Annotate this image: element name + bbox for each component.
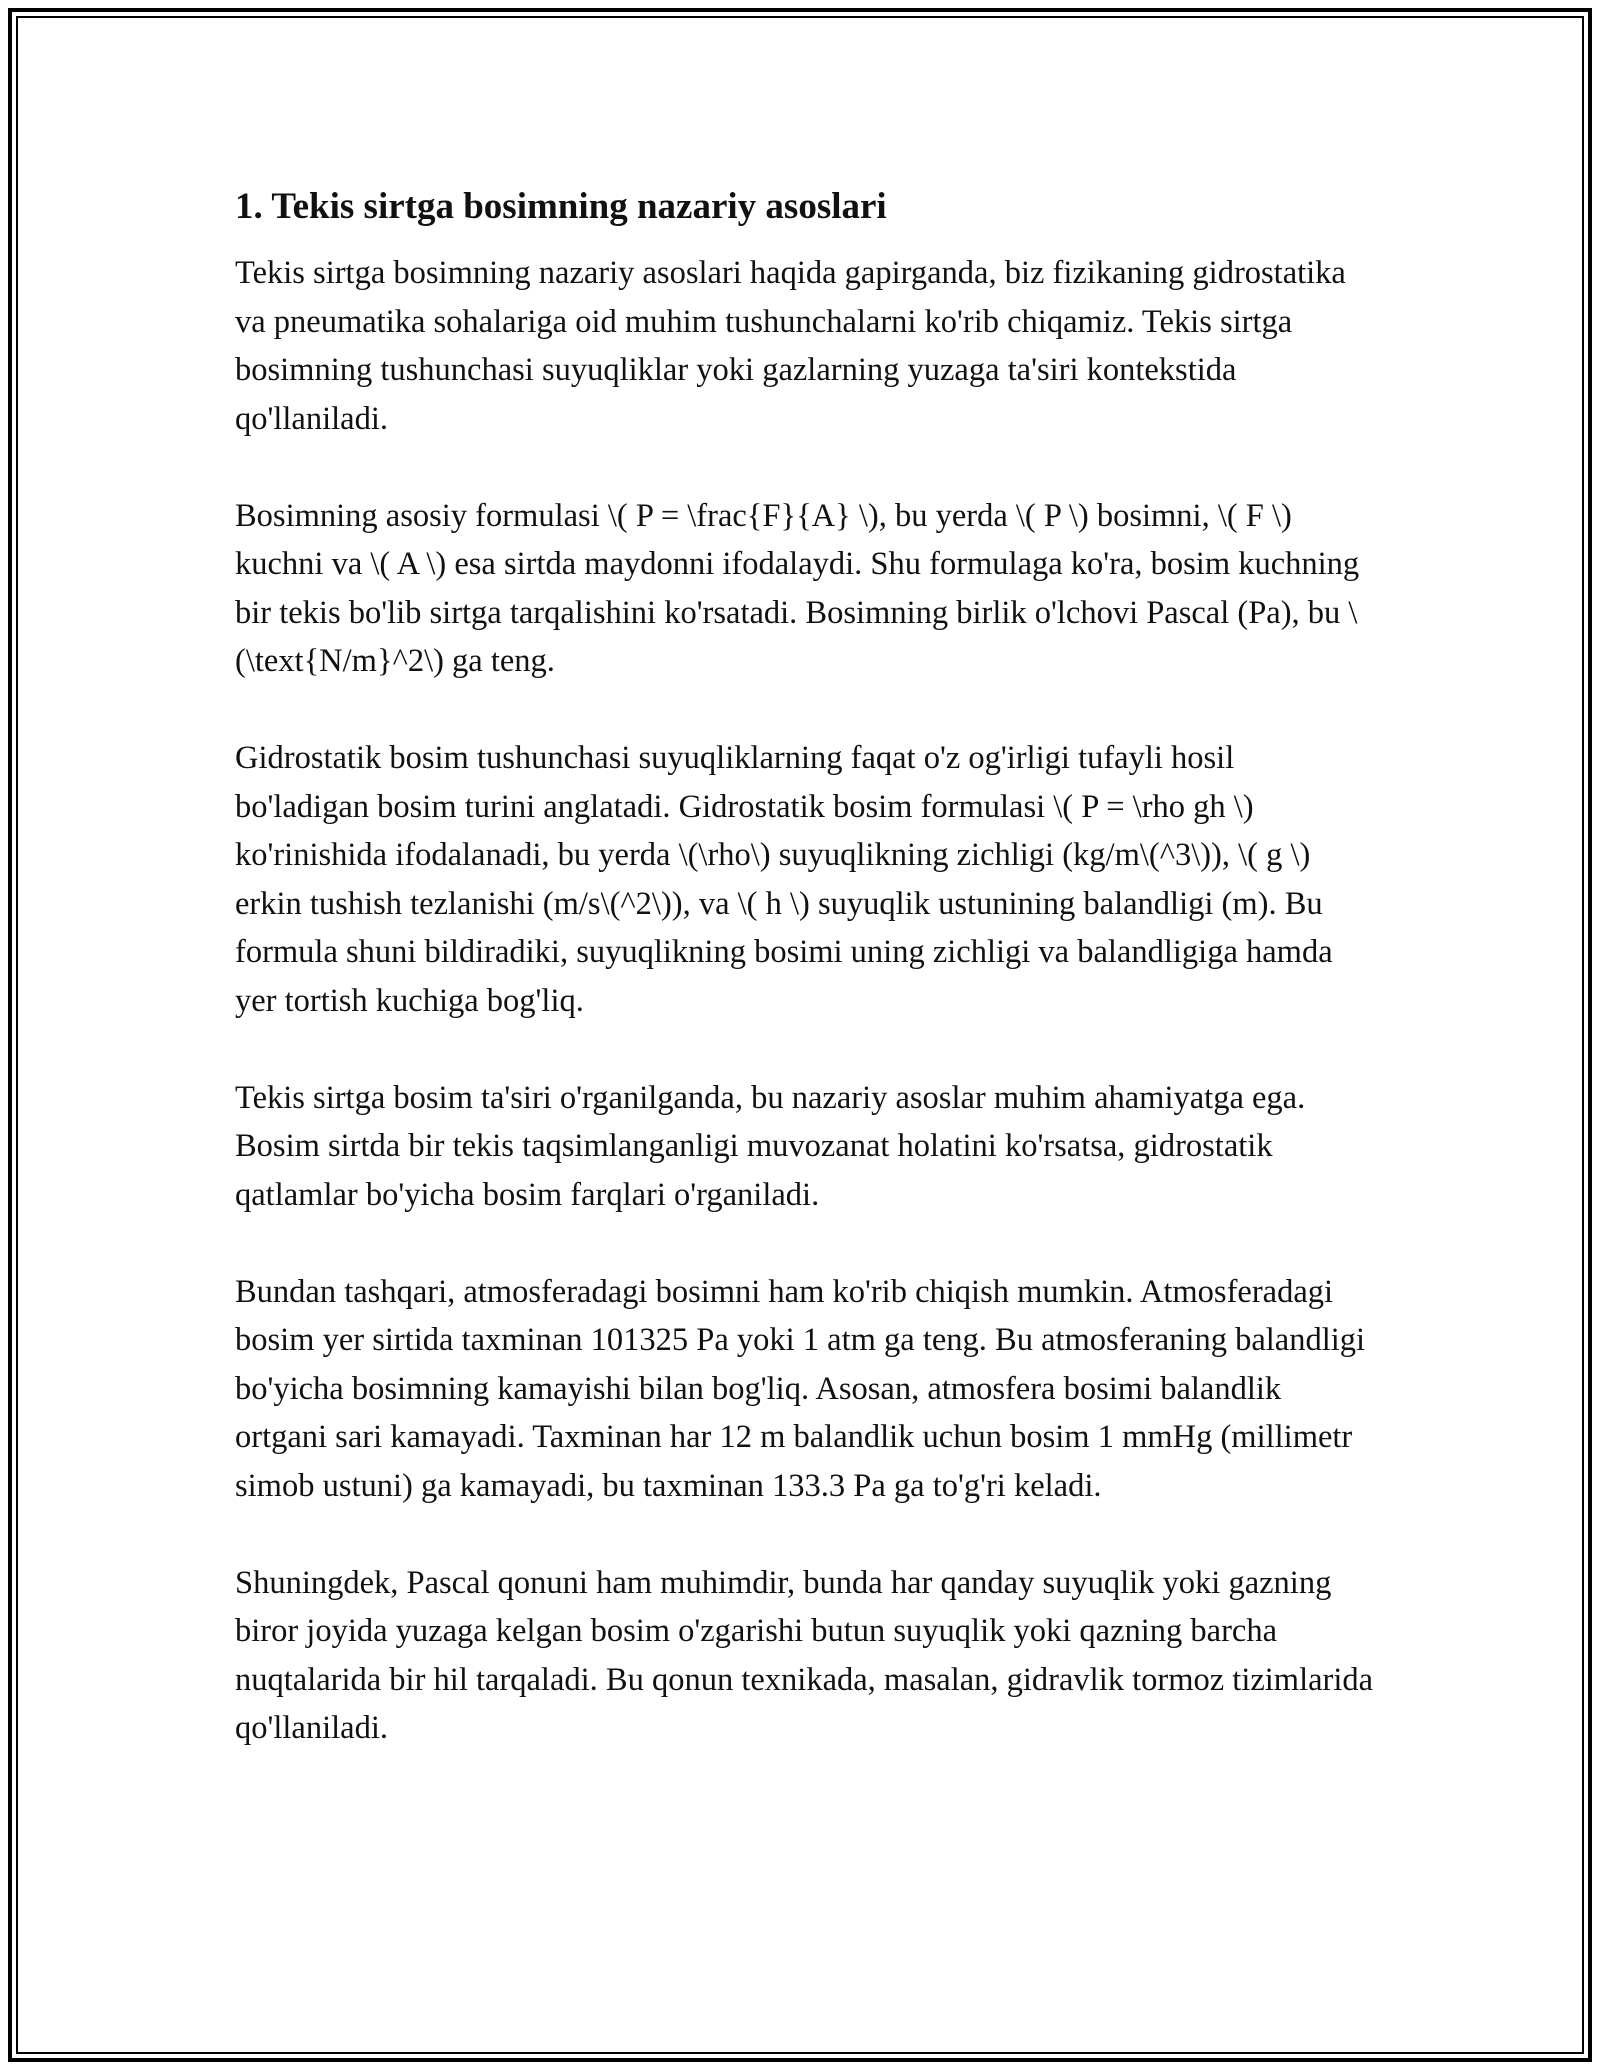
- paragraph-pascal-law: Shuningdek, Pascal qonuni ham muhimdir, bunda har qanday suyuqlik yoki gazning biror joyida yuzaga kelgan bosim o'zgarishi butun suyuqlik yoki qazning barcha nuqtalarida bir hil tarqaladi. Bu qonun texnikada, masalan, gidravlik tormoz tizimlarida qo'llaniladi.: [235, 1564, 1374, 1747]
- paragraph-flat-surface-effect: Tekis sirtga bosim ta'siri o'rganilganda, bu nazariy asoslar muhim ahamiyatga ega. Bosim sirtda bir tekis taqsimlanganligi muvozanat holatini ko'rsatsa, gidrostatik qatlamlar bo'yicha bosim farqlari o'rganiladi.: [235, 1079, 1306, 1213]
- paragraph-atmospheric-pressure: Bundan tashqari, atmosferadagi bosimni ham ko'rib chiqish mumkin. Atmosferadagi bosim yer sirtida taxminan 101325 Pa yoki 1 atm ga teng. Bu atmosferaning balandligi bo'yicha bosimning kamayishi bilan bog'liq. Asosan, atmosfera bosimi balandlik ortgani sari kamayadi. Taxminan har 12 m balandlik uchun bosim 1 mmHg (millimetr simob ustuni) ga kamayadi, bu taxminan 133.3 Pa ga to'g'ri keladi.: [235, 1273, 1366, 1504]
- document-body: [235, 185, 1375, 1801]
- section-heading: 1. Tekis sirtga bosimning nazariy asoslari: [235, 186, 887, 227]
- paragraph-intro: Tekis sirtga bosimning nazariy asoslari haqida gapirganda, biz fizikaning gidrostatika va pneumatika sohalariga oid muhim tushunchalarni ko'rib chiqamiz. Tekis sirtga bosimning tushunchasi suyuqliklar yoki gazlarning yuzaga ta'siri kontekstida qo'llaniladi.: [235, 255, 1346, 437]
- paragraph-hydrostatic-pressure: Gidrostatik bosim tushunchasi suyuqliklarning faqat o'z og'irligi tufayli hosil bo'ladigan bosim turini anglatadi. Gidrostatik bosim formulasi \( P = \rho gh \) ko'rinishida ifodalanadi, bu yerda \(\rho\) suyuqlikning zichligi (kg/m\(^3\)), \( g \) erkin tushish tezlanishi (m/s\(^2\)), va \( h \) suyuqlik ustunining balandligi (m). Bu formula shuni bildiradiki, suyuqlikning bosimi uning zichligi va balandligiga hamda yer tortish kuchiga bog'liq.: [235, 740, 1333, 1019]
- paragraph-pressure-formula: Bosimning asosiy formulasi \( P = \frac{F}{A} \), bu yerda \( P \) bosimni, \( F \) kuchni va \( A \) esa sirtda maydonni ifodalaydi. Shu formulaga ko'ra, bosim kuchning bir tekis bo'lib sirtga tarqalishini ko'rsatadi. Bosimning birlik o'lchovi Pascal (Pa), bu \(\text{N/m}^2\) ga teng.: [235, 497, 1360, 680]
